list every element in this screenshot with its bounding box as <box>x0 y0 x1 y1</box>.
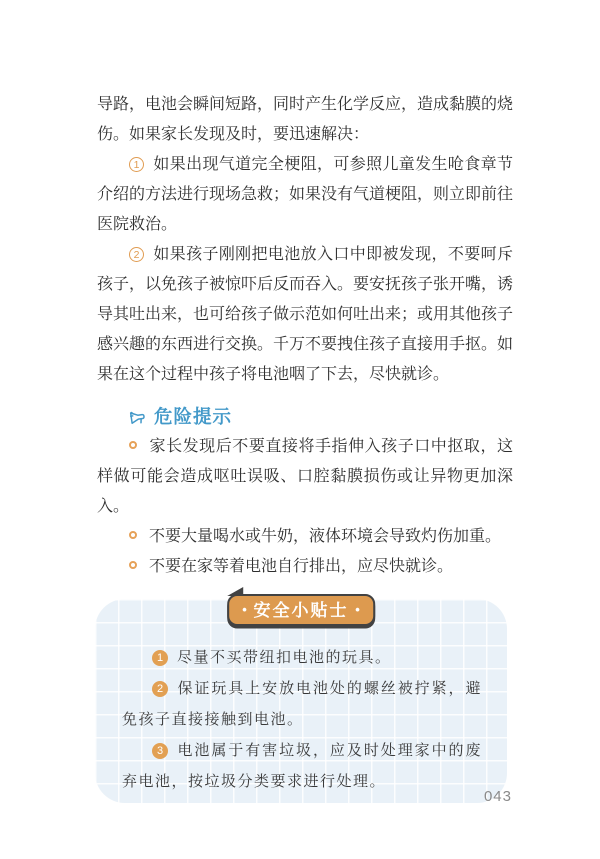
danger-text-2: 不要大量喝水或牛奶，液体环境会导致灼伤加重。 <box>149 528 502 545</box>
filled-number-1-icon: 1 <box>152 650 168 666</box>
danger-item-1 <box>97 432 513 522</box>
danger-item-2 <box>97 522 513 552</box>
safety-tips-box <box>95 599 507 803</box>
circled-number-2-icon: 2 <box>129 247 144 262</box>
page-content <box>97 90 513 803</box>
ribbon-right-dot: • <box>355 602 360 617</box>
paragraph-intro: 导路，电池会瞬间短路，同时产生化学反应，造成黏膜的烧伤。如果家长发现及时，要迅速解决： <box>97 96 514 143</box>
filled-number-2-icon: 2 <box>152 681 168 697</box>
filled-number-3-icon: 3 <box>152 743 168 759</box>
tip-item-2 <box>122 674 482 736</box>
danger-text-3: 不要在家等着电池自行排出，应尽快就诊。 <box>149 558 454 575</box>
tip-text-3: 电池属于有害垃圾，应及时处理家中的废弃电池，按垃圾分类要求进行处理。 <box>122 743 482 790</box>
step-item-2 <box>97 240 513 390</box>
danger-section-title: 危险提示 <box>154 406 233 427</box>
step-text-2: 如果孩子刚刚把电池放入口中即被发现，不要呵斥孩子，以免孩子被惊吓后反而吞入。要安抚孩子张开嘴，诱导其吐出来，也可给孩子做示范如何吐出来；或用其他孩子感兴趣的东西进行交换。千万不要拽住孩子直接用手抠。如果在这个过程中孩子将电池咽了下去，尽快就诊。 <box>97 246 514 383</box>
ring-bullet-icon <box>129 561 137 569</box>
ring-bullet-icon <box>129 531 137 539</box>
step-item-1 <box>97 150 513 240</box>
danger-section-header <box>97 402 513 432</box>
danger-item-3 <box>97 552 513 582</box>
megaphone-icon <box>128 406 149 427</box>
tip-text-2: 保证玩具上安放电池处的螺丝被拧紧，避免孩子直接接触到电池。 <box>122 681 482 728</box>
circled-number-1-icon: 1 <box>129 157 144 172</box>
tip-item-3 <box>122 736 482 798</box>
tip-item-1 <box>122 643 482 674</box>
tips-ribbon-banner <box>227 594 375 626</box>
danger-text-1: 家长发现后不要直接将手指伸入孩子口中抠取，这样做可能会造成呕吐误吸、口腔黏膜损伤或让异物更加深入。 <box>97 438 513 515</box>
tips-title: 安全小贴士 <box>253 601 349 620</box>
ring-bullet-icon <box>129 441 137 449</box>
tip-text-1: 尽量不买带纽扣电池的玩具。 <box>177 650 392 666</box>
tips-content <box>122 643 482 798</box>
page-number: 043 <box>483 788 512 805</box>
ribbon-left-dot: • <box>242 602 247 617</box>
step-text-1: 如果出现气道完全梗阻，可参照儿童发生呛食章节介绍的方法进行现场急救；如果没有气道梗阻，则立即前往医院救治。 <box>97 156 514 233</box>
